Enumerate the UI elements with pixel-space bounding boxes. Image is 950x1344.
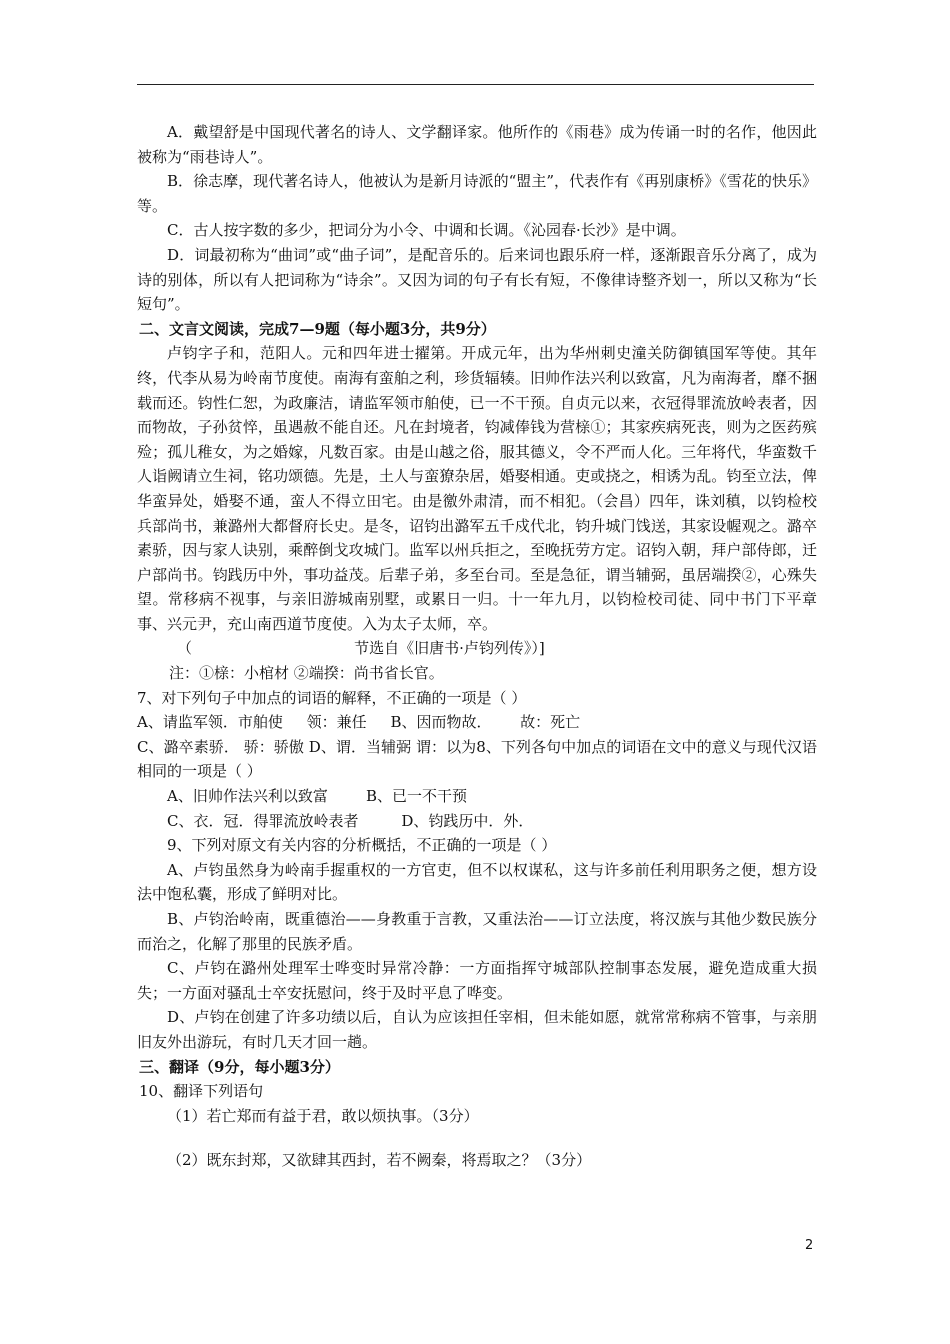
question-10-stem: 10、翻译下列语句 (139, 1082, 264, 1101)
translation-sentence-1: （1）若亡郑而有益于君，敢以烦执事。（3分） (167, 1106, 479, 1125)
section-2-heading: 二、文言文阅读，完成7—9题（每小题3分，共9分） (139, 319, 496, 338)
page-number: 2 (805, 1238, 814, 1253)
passage-source: （ 节选自《旧唐书·卢钧列传》）] (177, 639, 545, 658)
question-8-line-2: C、衣．冠．得罪流放岭表者 D、钧践历中．外． (167, 811, 534, 830)
translation-sentence-2: （2）既东封郑，又欲肆其西封，若不阙秦，将焉取之？（3分） (167, 1151, 592, 1170)
question-9-option-c: C、卢钧在潞州处理军士哗变时异常冷静：一方面指挥守城部队控制事态发展，避免造成重大损失；一方面对骚乱士卒安抚慰问，终于及时平息了哗变。 (137, 959, 817, 1002)
answer-space (137, 1128, 817, 1148)
question-9-option-a: A、卢钧虽然身为岭南手握重权的一方官吏，但不以权谋私，这与许多前任利用职务之便，想方设法中饱私囊，形成了鲜明对比。 (137, 860, 817, 904)
question-9-stem: 9、下列对原文有关内容的分析概括，不正确的一项是（ ） (167, 836, 557, 855)
question-7-line-2: C、潞卒素骄． 骄：骄傲 D、谓．当辅弼 谓：以为8、下列各句中加点的词语在文中的意义与现代汉语相同的一项是（ ） (137, 737, 817, 781)
option-c: C．古人按字数的多少，把词分为小令、中调和长调。《沁园春·长沙》是中调。 (167, 221, 686, 240)
section-3-heading: 三、翻译（9分，每小题3分） (139, 1057, 340, 1076)
question-8-line-1: A、旧帅作法兴利以致富 B、已一不干预 (167, 787, 468, 806)
option-b: B．徐志摩，现代著名诗人，他被认为是新月诗派的“盟主”，代表作有《再别康桥》《雪花的快乐》等。 (137, 172, 817, 215)
question-9-option-d: D、卢钧在创建了许多功绩以后，自认为应该担任宰相，但未能如愿，就常常称病不管事，与亲朋旧友外出游玩，有时几天才回一趟。 (137, 1008, 817, 1051)
classical-passage: 卢钧字子和，范阳人。元和四年进士擢第。开成元年，出为华州刺史潼关防御镇国军等使。其年终，代李从易为岭南节度使。南海有蛮舶之利，珍货辐辏。旧帅作法兴利以致富，凡为南海者，靡不捆载而还。钧性仁恕，为政廉洁，请监军领市舶使，已一不干预。自贞元以来，衣冠得罪流放岭表者，因而物故，子孙贫悴，虽遇赦不能自还。凡在封境者，钧减俸钱为营榇①；其家疾病死丧，则为之医药殡殓；孤儿稚女，为之婚嫁，凡数百家。由是山越之俗，服其德义，令不严而人化。三年将代，华蛮数千人诣阙请立生祠，铭功颂德。先是，土人与蛮獠杂居，婚娶相通。吏或挠之，相诱为乱。钧至立法，俾华蛮异处，婚娶不通，蛮人不得立田宅。由是徼外肃清，而不相犯。（会昌）四年，诛刘稹，以钧检校兵部尚书，兼潞州大都督府长史。是冬，诏钧出潞军五千戍代北，钧升城门饯送，其家设幄观之。潞卒素骄，因与家人诀别，乘醉倒戈攻城门。监军以州兵拒之，至晚抚劳方定。诏钧入朝，拜户部侍郎，迁户部尚书。钧践历中外，事功益茂。后辈子弟，多至台司。至是急征，谓当辅弼，虽居端揆②，心殊失望。常移病不视事，与亲旧游城南别墅，或累日一归。十一年九月，以钧检校司徒、同中书门下平章事、兴元尹，充山南西道节度使。入为太子太师，卒。 (137, 344, 817, 633)
question-7-stem: 7、对下列句子中加点的词语的解释，不正确的一项是（ ） (137, 688, 527, 707)
option-d: D．词最初称为“曲词”或“曲子词”，是配音乐的。后来词也跟乐府一样，逐渐跟音乐分离了，成为诗的别体，所以有人把词称为“诗余”。又因为词的句子有长有短，不像律诗整齐划一，所以又称为“长短句”。 (137, 245, 817, 314)
question-7-line-1: A、请监军领．市舶使 领：兼任 B、因而物故． 故：死亡 (137, 713, 581, 732)
passage-notes: 注：①榇：小棺材 ②端揆：尚书省长官。 (169, 664, 444, 683)
question-9-option-b: B、卢钧治岭南，既重德治——身教重于言教，又重法治——订立法度，将汉族与其他少数民族分而治之，化解了那里的民族矛盾。 (137, 910, 817, 953)
option-a: A．戴望舒是中国现代著名的诗人、文学翻译家。他所作的《雨巷》成为传诵一时的名作，他因此被称为“雨巷诗人”。 (137, 123, 817, 166)
header-rule (137, 84, 814, 85)
page-body (137, 120, 817, 1173)
